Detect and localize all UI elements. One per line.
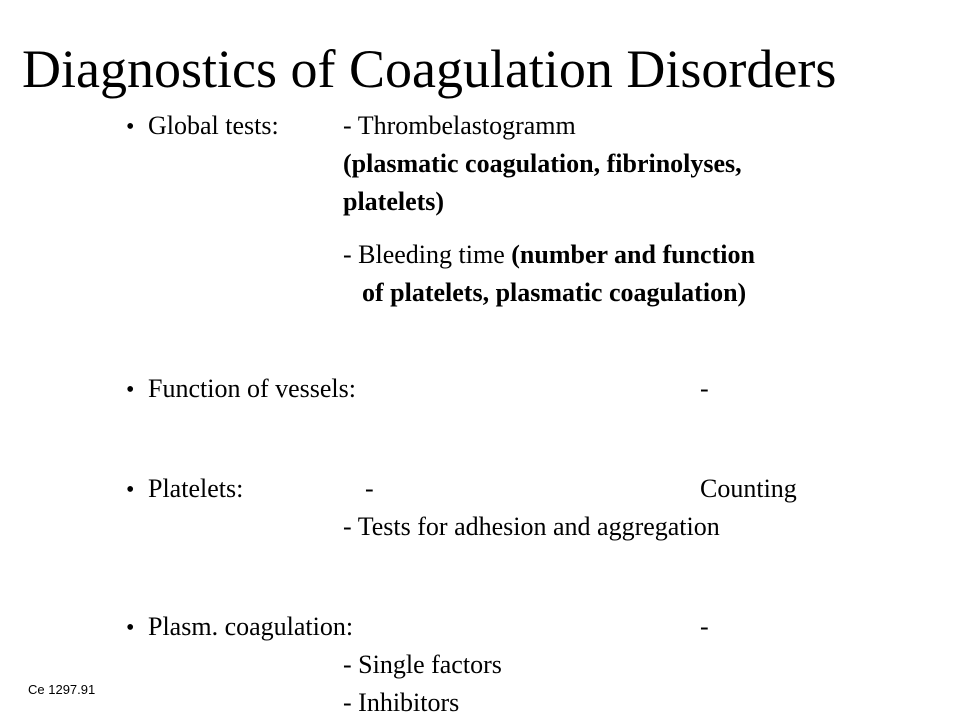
- bullet-icon: •: [126, 114, 135, 140]
- bleeding-time-text: - Bleeding time: [343, 240, 512, 269]
- function-of-vessels-dash: -: [700, 374, 709, 403]
- item-label-plasm-coagulation: Plasm. coagulation:: [148, 612, 354, 641]
- item-label-platelets: Platelets:: [148, 474, 244, 503]
- global-tests-line-2: (plasmatic coagulation, fibrinolyses,: [343, 149, 742, 178]
- platelets-line-1: - Tests for adhesion and aggregation: [343, 512, 720, 541]
- global-tests-line-1: - Thrombelastogramm: [343, 111, 576, 140]
- plasm-coagulation-line-2: - Inhibitors: [343, 688, 460, 717]
- slide-title: Diagnostics of Coagulation Disorders: [22, 39, 837, 99]
- global-tests-line-4: [343, 238, 755, 272]
- item-label-function-of-vessels: Function of vessels:: [148, 374, 356, 403]
- bleeding-time-note: (number and function: [511, 240, 755, 269]
- bullet-icon: •: [126, 477, 135, 503]
- footer-reference: Ce 1297.91: [28, 682, 96, 697]
- bullet-icon: •: [126, 377, 135, 403]
- platelets-dash: -: [365, 474, 374, 503]
- bullet-icon: •: [126, 615, 135, 641]
- platelets-counting: Counting: [700, 474, 797, 503]
- global-tests-line-3: platelets): [343, 187, 445, 216]
- item-label-global-tests: Global tests:: [148, 111, 279, 140]
- global-tests-line-5: of platelets, plasmatic coagulation): [362, 278, 747, 307]
- plasm-coagulation-dash: -: [700, 612, 709, 641]
- plasm-coagulation-line-1: - Single factors: [343, 650, 502, 679]
